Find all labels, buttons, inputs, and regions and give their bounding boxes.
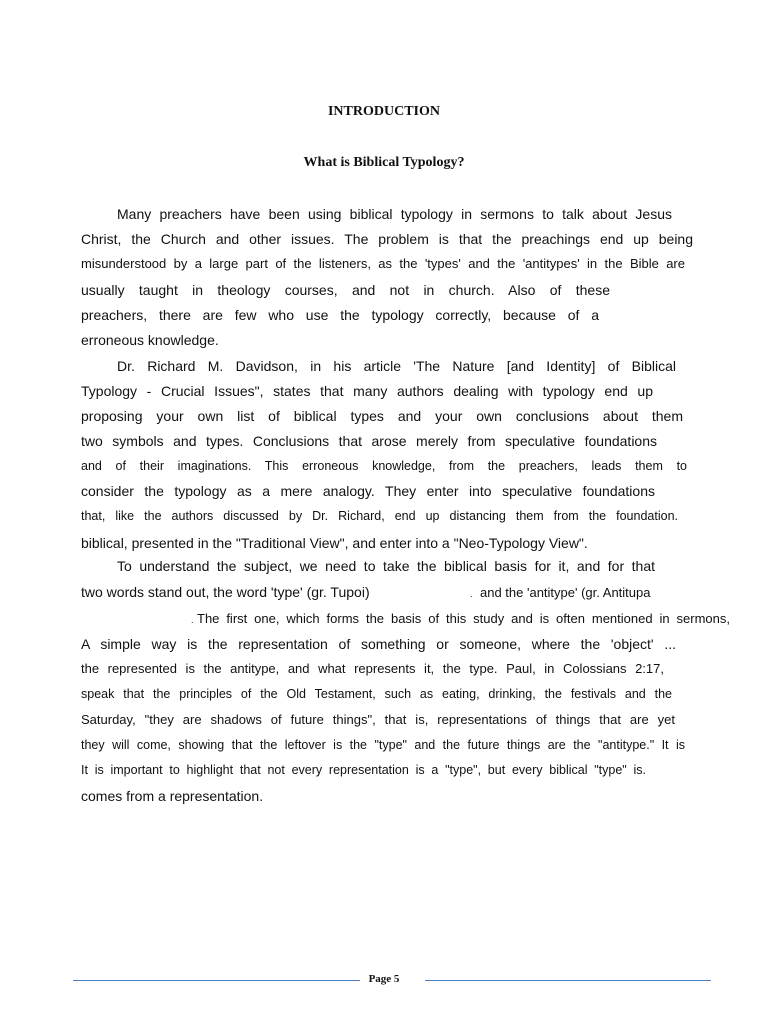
page-number: Page 5 bbox=[368, 973, 400, 985]
paragraph-line: erroneous knowledge. bbox=[81, 332, 219, 348]
paragraph-line: two symbols and types. Conclusions that arose merely from speculative foundations bbox=[81, 433, 657, 449]
paragraph-line: Dr. Richard M. Davidson, in his article 'The Nature [and Identity] of Biblical bbox=[117, 358, 676, 374]
paragraph-line: and of their imaginations. This erroneous knowledge, from the preachers, leads them to bbox=[81, 459, 687, 473]
page-title: INTRODUCTION bbox=[327, 104, 440, 119]
stray-mark: . bbox=[470, 589, 473, 599]
paragraph-line: preachers, there are few who use the typology correctly, because of a bbox=[81, 307, 599, 323]
paragraph-line: proposing your own list of biblical types and your own conclusions about them bbox=[81, 408, 683, 424]
paragraph-line: misunderstood by a large part of the listeners, as the 'types' and the 'antitypes' in the Bible are bbox=[81, 256, 685, 271]
paragraph-line: It is important to highlight that not every representation is a "type", but every biblical "type" is. bbox=[81, 763, 646, 777]
paragraph-line: the represented is the antitype, and what represents it, the type. Paul, in Colossians 2:17, bbox=[81, 661, 664, 676]
paragraph-line: Typology - Crucial Issues", states that many authors dealing with typology end up bbox=[81, 383, 653, 399]
paragraph-line: that, like the authors discussed by Dr. Richard, end up distancing them from the foundation. bbox=[81, 509, 678, 523]
stray-mark: . bbox=[191, 615, 194, 625]
paragraph-line: Many preachers have been using biblical typology in sermons to talk about Jesus bbox=[117, 206, 672, 222]
paragraph-line: comes from a representation. bbox=[81, 788, 264, 804]
paragraph-line: A simple way is the representation of something or someone, where the 'object' ... bbox=[81, 636, 676, 652]
paragraph-line: and the 'antitype' (gr. Antitupa bbox=[480, 585, 651, 600]
paragraph-line: speak that the principles of the Old Testament, such as eating, drinking, the festivals and the bbox=[81, 687, 672, 701]
paragraph-line: Saturday, "they are shadows of future things", that is, representations of things that are yet bbox=[81, 712, 675, 727]
paragraph-line: usually taught in theology courses, and not in church. Also of these bbox=[81, 282, 610, 298]
paragraph-line: two words stand out, the word 'type' (gr. Tupoi) bbox=[81, 584, 370, 600]
paragraph-line: biblical, presented in the "Traditional View", and enter into a "Neo-Typology View". bbox=[81, 535, 588, 551]
footer-rule-left bbox=[73, 980, 360, 981]
footer-rule-right bbox=[425, 980, 711, 981]
paragraph-line: To understand the subject, we need to take the biblical basis for it, and for that bbox=[117, 558, 655, 574]
section-subtitle: What is Biblical Typology? bbox=[303, 155, 465, 170]
paragraph-line: The first one, which forms the basis of this study and is often mentioned in sermons, bbox=[197, 611, 730, 626]
paragraph-line: Christ, the Church and other issues. The problem is that the preachings end up being bbox=[81, 231, 693, 247]
paragraph-line: consider the typology as a mere analogy. They enter into speculative foundations bbox=[81, 483, 655, 499]
paragraph-line: they will come, showing that the leftover is the "type" and the future things are the "antitype." It is bbox=[81, 738, 685, 752]
